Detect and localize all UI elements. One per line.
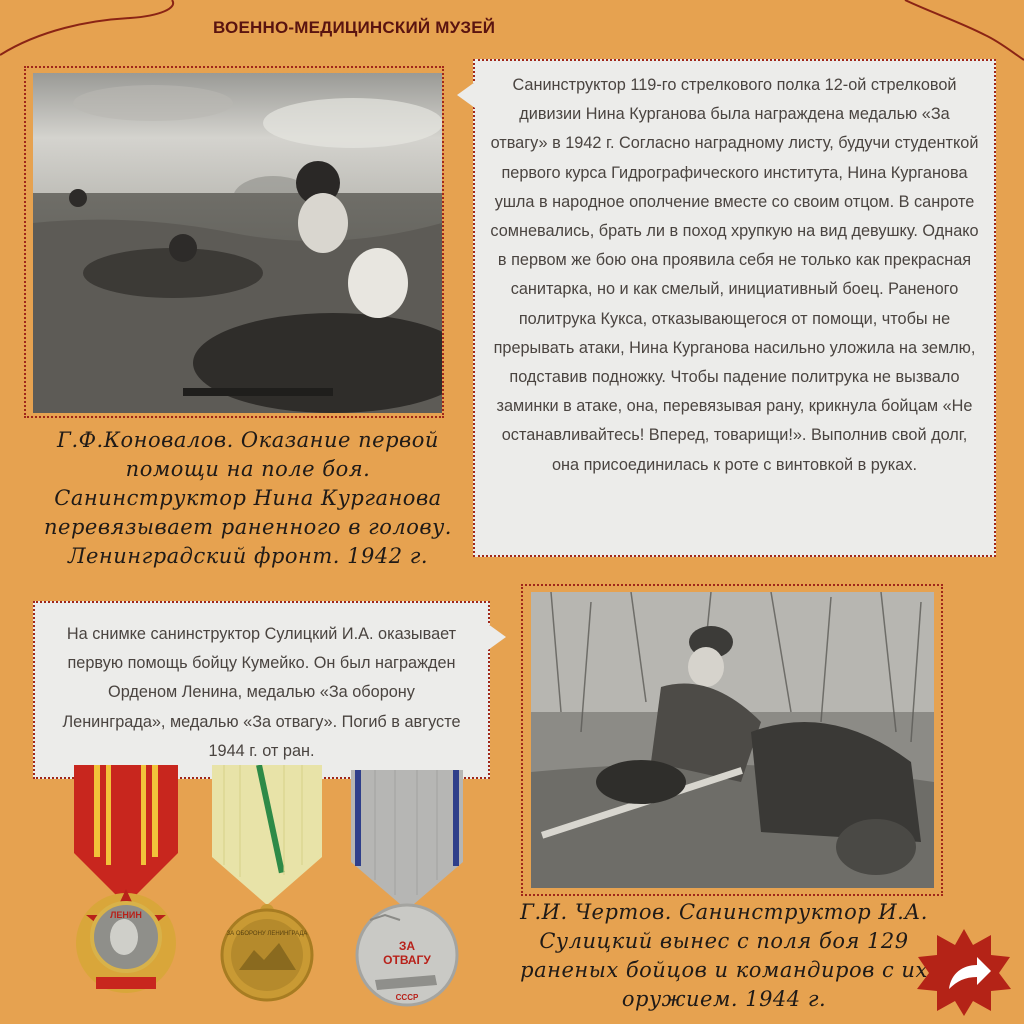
- leningrad-inscription: ЗА ОБОРОНУ ЛЕНИНГРАДА: [226, 931, 308, 937]
- story2-textbox: [33, 601, 490, 779]
- museum-title: ВОЕННО-МЕДИЦИНСКИЙ МУЗЕЙ: [213, 18, 496, 37]
- arrow-right-icon[interactable]: [915, 927, 1013, 1017]
- story2-text: На снимке санинструктор Сулицкий И.А. оказывает первую помощь бойцу Кумейко. Он был награжден Орденом Ленина, медалью «За оборону Ленинграда», медалью «За отвагу». Погиб в августе 1944 г. от ран.: [62, 625, 461, 760]
- speech-notch-right: [487, 622, 507, 652]
- lenin-inscription: ЛЕНИН: [110, 910, 142, 920]
- photo-medic-aiding-soldier: [531, 592, 934, 888]
- speech-notch-left: [456, 80, 476, 110]
- story1-text: Санинструктор 119-го стрелкового полка 12-ой стрелковой дивизии Нина Курганова была награждена медалью «За отвагу» в 1942 г. Согласно наградному листу, будучи студенткой первого курса Гидрографического института, Нина Курганова ушла в народное ополчение вместе со своим отцом. В санроте сомневались, брать ли в поход хрупкую на вид девушку. Однако в первом же бою она проявила себя не только как прекрасная санитарка, но и как смелый, инициативный боец. Раненого политрука Кукса, отказывающегося от помощи, чтобы не прерывать атаки, Нина Курганова насильно уложила на землю, подставив подножку. Чтобы падение политрука не вызвало заминки в атаке, она, перевязывая рану, крикнула бойцам «Не останавливайтесь! Вперед, товарищи!». Выполнив свой долг, она присоединилась к роте с винтовкой в руках.: [490, 76, 979, 474]
- valor-line2: ОТВАГУ: [383, 953, 431, 967]
- photo1-caption: Г.Ф.Коновалов. Оказание первой помощи на поле боя. Санинструктор Нина Курганова перевязывает раненного в голову. Ленинградский фронт. 1942 г.: [44, 428, 452, 568]
- order-of-lenin-medal: [66, 765, 186, 1005]
- for-valor-medal: [345, 770, 470, 1010]
- valor-line1: ЗА: [398, 939, 416, 953]
- photo-nurse-bandaging-wounded: [33, 73, 442, 413]
- valor-bottom: СССР: [395, 993, 419, 1002]
- defense-of-leningrad-medal: [204, 765, 330, 1010]
- photo2-caption: Г.И. Чертов. Санинструктор И.А. Сулицкий вынес с поля боя 129 раненых бойцов и командиров с их оружием. 1944 г.: [520, 900, 928, 1011]
- story1-textbox: [473, 59, 996, 557]
